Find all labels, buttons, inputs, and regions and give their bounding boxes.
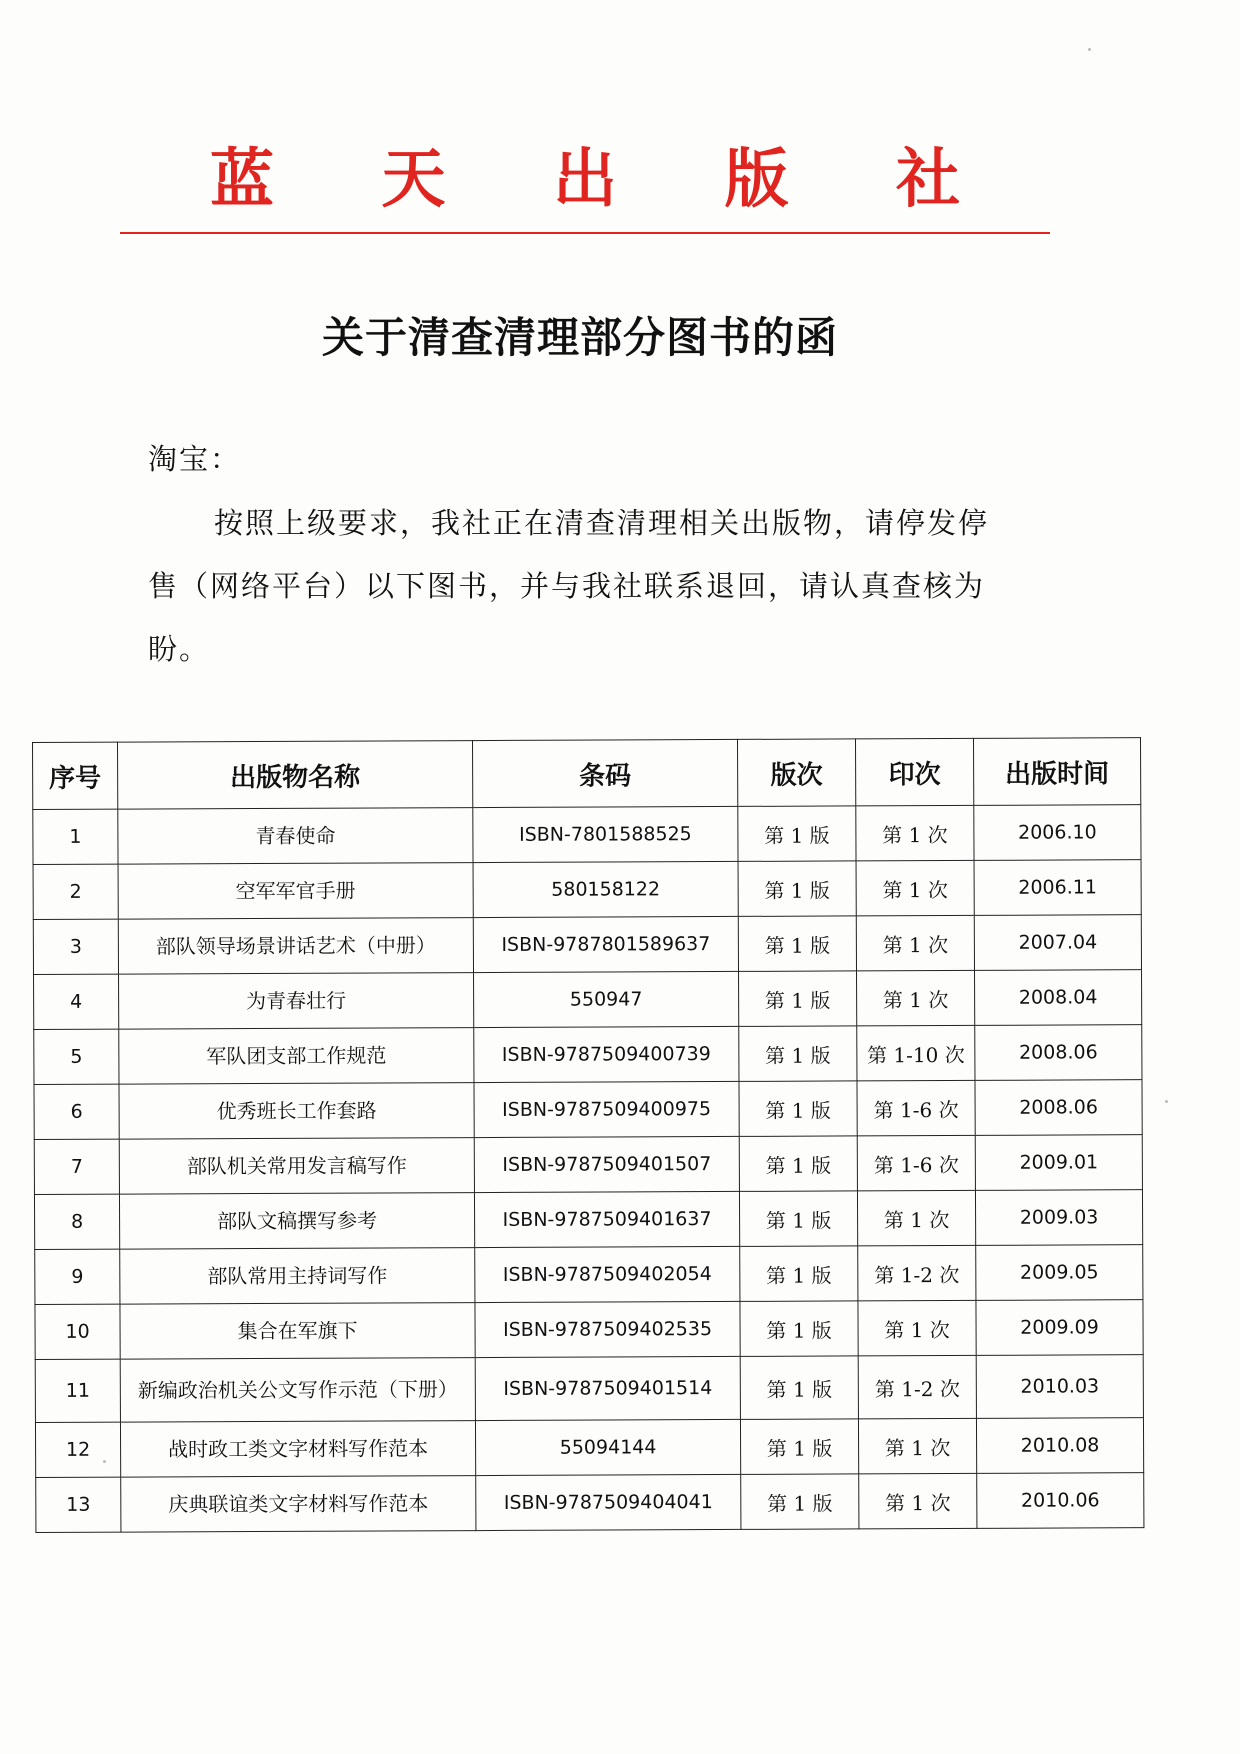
cell-pub-date: 2007.04: [974, 915, 1141, 971]
document-title: 关于清查清理部分图书的函: [321, 313, 838, 362]
cell-edition: 第 1 版: [739, 1081, 857, 1137]
cell-index: 4: [34, 974, 119, 1029]
cell-title: 优秀班长工作套路: [119, 1083, 474, 1140]
table-body: [33, 805, 1144, 1533]
header-pub-date: 出版时间: [973, 738, 1140, 806]
cell-barcode: ISBN-9787801589637: [473, 916, 738, 972]
cell-barcode: ISBN-9787509400975: [474, 1081, 739, 1137]
cell-pub-date: 2006.11: [974, 860, 1141, 916]
cell-pub-date: 2008.04: [975, 970, 1142, 1026]
cell-index: 8: [34, 1194, 119, 1249]
cell-printing: 第 1-10 次: [857, 1025, 975, 1081]
publisher-char: 蓝: [210, 142, 274, 217]
cell-barcode: 55094144: [475, 1419, 740, 1475]
publisher-char: 天: [381, 142, 446, 217]
cell-printing: 第 1 次: [858, 1300, 976, 1356]
cell-barcode: ISBN-9787509402054: [475, 1246, 740, 1302]
cell-title: 部队文稿撰写参考: [119, 1193, 474, 1250]
cell-index: 1: [33, 809, 118, 864]
cell-edition: 第 1 版: [739, 971, 857, 1027]
cell-title: 青春使命: [118, 808, 473, 865]
cell-edition: 第 1 版: [739, 1136, 857, 1192]
table-header-row: [33, 738, 1141, 810]
cell-edition: 第 1 版: [739, 1191, 857, 1247]
cell-pub-date: 2008.06: [975, 1080, 1142, 1136]
cell-index: 3: [33, 919, 118, 974]
cell-edition: 第 1 版: [738, 861, 856, 917]
cell-pub-date: 2008.06: [975, 1025, 1142, 1081]
body-paragraph: 按照上级要求，我社正在清查清理相关出版物，请停发停售（网络平台）以下图书，并与我社联系退回，请认真查核为盼。: [148, 506, 990, 666]
publisher-char: 出: [553, 142, 617, 217]
cell-title: 部队机关常用发言稿写作: [119, 1138, 474, 1195]
header-index: 序号: [33, 742, 118, 809]
table-row: [35, 1355, 1143, 1423]
cell-index: 11: [35, 1359, 120, 1422]
table-row: [34, 1025, 1142, 1085]
cell-printing: 第 1-2 次: [858, 1355, 976, 1419]
table-row: [34, 970, 1142, 1030]
scan-speck: [1088, 48, 1091, 51]
cell-edition: 第 1 版: [738, 806, 856, 862]
table-row: [36, 1473, 1144, 1533]
publisher-letterhead: [120, 140, 1050, 220]
header-title: 出版物名称: [118, 741, 473, 810]
table-row: [33, 915, 1141, 975]
cell-index: 6: [34, 1084, 119, 1139]
cell-index: 5: [34, 1029, 119, 1084]
cell-index: 13: [36, 1477, 121, 1532]
table-row: [33, 860, 1141, 920]
cell-pub-date: 2010.03: [976, 1355, 1143, 1419]
cell-pub-date: 2006.10: [974, 805, 1141, 861]
cell-pub-date: 2010.06: [977, 1473, 1144, 1529]
cell-pub-date: 2009.05: [976, 1245, 1143, 1301]
cell-printing: 第 1-2 次: [858, 1245, 976, 1301]
cell-index: 9: [35, 1249, 120, 1304]
cell-title: 军队团支部工作规范: [119, 1028, 474, 1085]
cell-title: 部队常用主持词写作: [120, 1248, 475, 1305]
cell-printing: 第 1 次: [856, 805, 974, 861]
cell-edition: 第 1 版: [741, 1474, 859, 1530]
cell-title: 部队领导场景讲话艺术（中册）: [118, 918, 473, 975]
scan-speck: [103, 1460, 106, 1463]
cell-pub-date: 2010.08: [976, 1418, 1143, 1474]
table-row: [34, 1135, 1142, 1195]
cell-index: 12: [35, 1422, 120, 1477]
cell-edition: 第 1 版: [739, 1026, 857, 1082]
letterhead-divider: [120, 232, 1050, 234]
cell-printing: 第 1 次: [856, 860, 974, 916]
cell-barcode: ISBN-9787509401637: [474, 1191, 739, 1247]
header-barcode: 条码: [472, 739, 737, 807]
cell-title: 集合在军旗下: [120, 1303, 475, 1360]
cell-edition: 第 1 版: [738, 916, 856, 972]
salutation: 淘宝：: [148, 442, 242, 476]
cell-edition: 第 1 版: [740, 1419, 858, 1475]
table-row: [34, 1080, 1142, 1140]
cell-title: 庆典联谊类文字材料写作范本: [121, 1476, 476, 1533]
publisher-char: 版: [724, 142, 789, 217]
table-row: [35, 1418, 1143, 1478]
cell-printing: 第 1 次: [858, 1418, 976, 1474]
cell-printing: 第 1 次: [859, 1473, 977, 1529]
publisher-char: 社: [896, 142, 960, 217]
cell-printing: 第 1-6 次: [857, 1135, 975, 1191]
table-row: [34, 1190, 1142, 1250]
cell-barcode: ISBN-9787509401507: [474, 1136, 739, 1192]
cell-index: 7: [34, 1139, 119, 1194]
cell-barcode: ISBN-9787509402535: [475, 1301, 740, 1357]
book-list-table: [32, 737, 1144, 1533]
cell-index: 2: [33, 864, 118, 919]
cell-index: 10: [35, 1304, 120, 1359]
cell-printing: 第 1 次: [856, 915, 974, 971]
cell-barcode: 550947: [474, 971, 739, 1027]
table-row: [35, 1245, 1143, 1305]
cell-barcode: ISBN-9787509400739: [474, 1026, 739, 1082]
cell-pub-date: 2009.09: [976, 1300, 1143, 1356]
cell-pub-date: 2009.01: [975, 1135, 1142, 1191]
table-row: [33, 805, 1141, 865]
cell-pub-date: 2009.03: [975, 1190, 1142, 1246]
cell-title: 战时政工类文字材料写作范本: [120, 1421, 475, 1478]
cell-barcode: 580158122: [473, 861, 738, 917]
cell-barcode: ISBN-9787509401514: [475, 1356, 740, 1420]
cell-title: 空军军官手册: [118, 863, 473, 920]
cell-edition: 第 1 版: [740, 1301, 858, 1357]
cell-title: 为青春壮行: [119, 973, 474, 1030]
cell-printing: 第 1-6 次: [857, 1080, 975, 1136]
cell-edition: 第 1 版: [740, 1356, 858, 1420]
cell-barcode: ISBN-7801588525: [473, 806, 738, 862]
header-edition: 版次: [737, 739, 855, 807]
cell-barcode: ISBN-9787509404041: [476, 1474, 741, 1530]
cell-printing: 第 1 次: [857, 970, 975, 1026]
cell-printing: 第 1 次: [857, 1190, 975, 1246]
header-printing: 印次: [855, 738, 973, 806]
scan-speck: [1165, 1100, 1168, 1103]
table-row: [35, 1300, 1143, 1360]
cell-edition: 第 1 版: [740, 1246, 858, 1302]
cell-title: 新编政治机关公文写作示范（下册）: [120, 1358, 475, 1423]
